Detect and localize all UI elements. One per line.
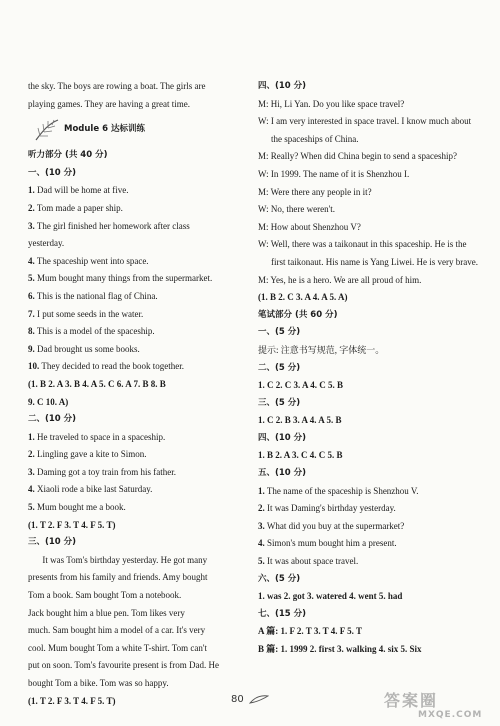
watermark-url: MXQE.COM [418,710,483,720]
answer-key: (1. T 2. F 3. T 4. F 5. T) [28,519,116,530]
answer-key: 9. C 10. A) [28,396,69,407]
list-item: 2. It was Daming's birthday yesterday. [258,503,396,514]
dialogue-line: W: Well, there was a taikonaut in this spaceship. He is the first taikonaut. His name is Yang Liwei. He is very brave. [258,239,478,267]
passage-line: Jack bought him a blue pen. Tom likes very [28,607,185,618]
passage-line: cool. Mum bought Tom a white T-shirt. Tom can't [28,642,208,653]
list-item: 3. Daming got a toy train from his father. [28,466,176,477]
list-item: 1. He traveled to space in a spaceship. [28,431,166,442]
part-label: 一、(5 分) [258,327,301,338]
module-title: Module 6 达标训练 [64,124,145,135]
answer-key: 1. B 2. A 3. C 4. C 5. B [258,450,343,461]
dialogue-line: M: How about Shenzhou V? [258,221,361,232]
passage-line: much. Sam bought him a model of a car. It's very [28,625,206,636]
part-label: 二、(5 分) [258,362,301,373]
watermark-text: 答案圈 [384,691,439,710]
list-item: 3. What did you buy at the supermarket? [258,520,405,531]
dialogue-line: M: Yes, he is a hero. We are all proud of him. [258,274,422,285]
list-item: 5. Mum bought many things from the supermarket. [28,273,213,284]
left-column [28,78,245,710]
part-label: 三、(10 分) [28,537,77,548]
dialogue-line: W: No, there weren't. [258,204,336,215]
feather-icon [34,118,60,142]
part-label: 六、(5 分) [258,573,301,584]
answer-key: B 篇: 1. 1999 2. first 3. walking 4. six 5. Six [258,644,422,654]
answer-key: A 篇: 1. F 2. T 3. T 4. F 5. T [258,626,363,637]
dialogue-line: W: I am very interested in space travel. I know much about the spaceships of China. [258,116,472,144]
answer-key: 1. C 2. B 3. A 4. A 5. B [258,415,342,426]
list-item: 8. This is a model of the spaceship. [28,326,155,337]
part-label: 一、(10 分) [28,167,77,178]
page-number: 80 [231,694,244,705]
dialogue-line: M: Hi, Li Yan. Do you like space travel? [258,98,405,109]
tip-text: 提示: 注意书写规范, 字体统一。 [258,344,385,355]
list-item: 1. Dad will be home at five. [28,185,129,196]
dialogue-line: M: Really? When did China begin to send a spaceship? [258,151,458,162]
list-item: 5. Mum bought me a book. [28,502,126,513]
text-line: the sky. The boys are rowing a boat. The girls are [28,81,206,91]
list-item: 2. Tom made a paper ship. [28,202,123,213]
watermark [384,688,496,722]
list-item: 4. Xiaoli rode a bike last Saturday. [28,484,153,495]
list-item-continuation: yesterday. [28,238,65,249]
part-label: 五、(10 分) [258,468,307,479]
list-item: 6. This is the national flag of China. [28,290,158,301]
dialogue-line: M: Were there any people in it? [258,186,372,197]
part-label: 四、(10 分) [258,81,307,91]
list-item: 4. The spaceship went into space. [28,255,149,266]
section-heading-listening: 听力部分 (共 40 分) [28,150,108,161]
list-item: 3. The girl finished her homework after class [28,220,190,231]
part-label: 七、(15 分) [258,608,307,619]
list-item: 10. They decided to read the book together. [28,361,185,372]
passage-line: bought Tom a bike. Tom was so happy. [28,678,169,688]
answer-key: (1. B 2. A 3. B 4. A 5. C 6. A 7. B 8. B [28,378,166,389]
list-item: 2. Lingling gave a kite to Simon. [28,449,147,460]
answer-key: 1. C 2. C 3. A 4. C 5. B [258,380,344,391]
passage-line: It was Tom's birthday yesterday. He got many [42,554,208,565]
right-column [258,78,480,659]
list-item: 9. Dad brought us some books. [28,343,140,354]
list-item: 4. Simon's mum bought him a present. [258,538,397,549]
passage-line: presents from his family and friends. Amy bought [28,572,208,583]
part-label: 三、(5 分) [258,397,301,408]
passage-line: put on soon. Tom's favourite present is from Dad. He [28,660,220,671]
list-item: 5. It was about space travel. [258,556,359,567]
part-label: 四、(10 分) [258,432,307,443]
text-line: playing games. They are having a great time. [28,98,191,109]
answer-key: (1. B 2. C 3. A 4. A 5. A) [258,292,348,303]
answer-key: 1. was 2. got 3. watered 4. went 5. had [258,591,403,602]
section-heading-written: 笔试部分 (共 60 分) [258,309,338,320]
dialogue-line: W: In 1999. The name of it is Shenzhou I. [258,168,410,179]
part-label: 二、(10 分) [28,414,77,425]
leaf-ornament-icon [249,693,269,705]
list-item: 7. I put some seeds in the water. [28,308,144,319]
module-header [34,117,245,143]
list-item: 1. The name of the spaceship is Shenzhou V. [258,485,419,496]
answer-key: (1. T 2. F 3. T 4. F 5. T) [28,695,116,706]
passage-line: Tom a book. Sam bought Tom a notebook. [28,590,182,601]
